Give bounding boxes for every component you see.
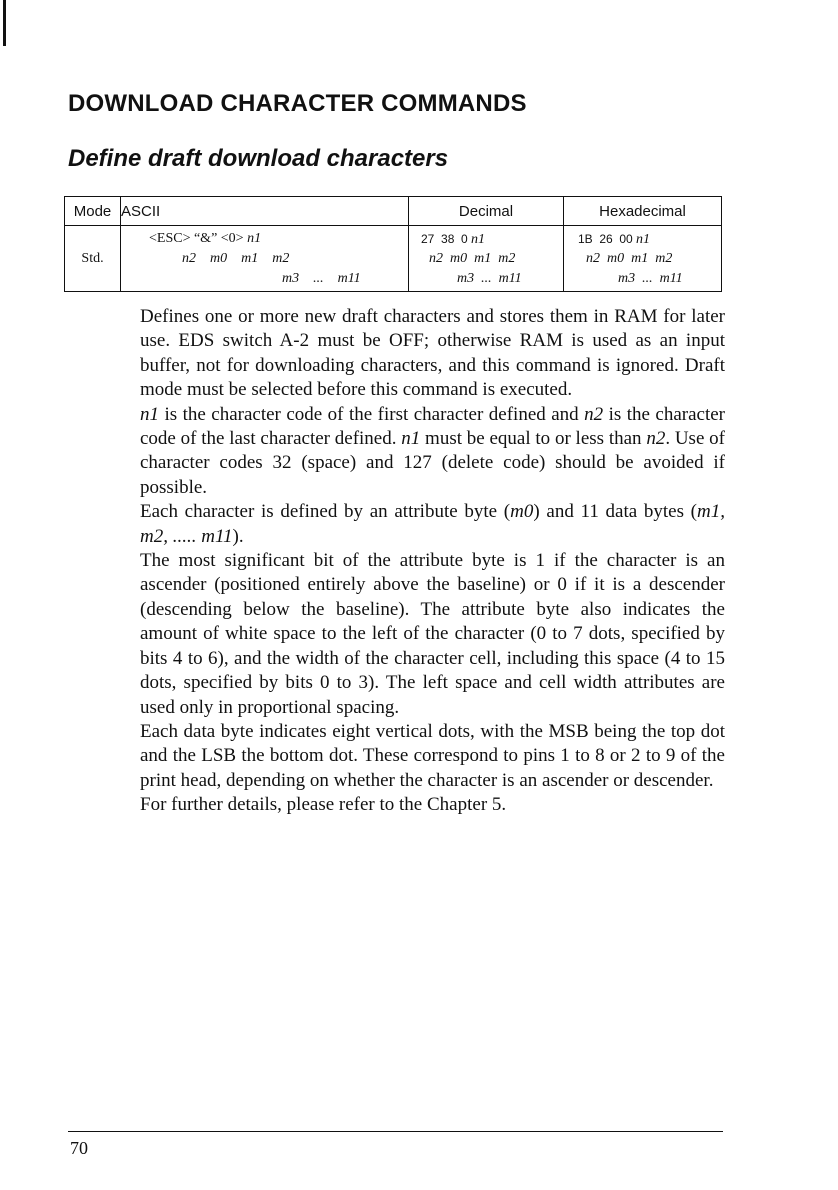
paragraph-reference: For further details, please refer to the Chapter 5. — [140, 794, 507, 816]
ascii-line1: <ESC> “&” <0> — [149, 230, 248, 246]
ascii-n1: n1 — [247, 230, 262, 246]
header-mode: Mode — [65, 197, 121, 226]
paragraph-attribute: The most significant bit of the attribute byte is 1 if the character is an ascender (positioned entirely above the baseline) or 0 if it is a descender (descending below the baseline). The attribute byte also indicates the amount of white space to the left of the character (0 to 7 dots, specified by bits 4 to 6), and the width of the character cell, including this space (4 to 15 dots, specified by bits 0 to 3). The left space and cell width attributes are used only in proportional spacing. — [140, 550, 725, 718]
hex-line1: 1B 26 00 — [578, 231, 637, 246]
ascii-line3: m3 ... m11 — [282, 270, 361, 286]
command-subtitle: Define draft download characters — [68, 145, 449, 172]
paragraph-bytes: Each character is defined by an attribute byte (m0) and 11 data bytes (m1, m2, ..... m11). — [140, 501, 725, 547]
table-row — [65, 226, 722, 292]
section-title: DOWNLOAD CHARACTER COMMANDS — [68, 90, 527, 117]
table-header-row — [65, 197, 722, 226]
command-table — [64, 196, 722, 292]
page-number: 70 — [70, 1138, 88, 1158]
hex-line3: m3 ... m11 — [618, 270, 683, 286]
hex-n1: n1 — [636, 231, 651, 247]
decimal-cell — [409, 226, 564, 292]
paragraph-purpose: Defines one or more new draft characters and stores them in RAM for later use. EDS switch A-2 must be OFF; otherwise RAM is used as an input buffer, not for downloading characters, and this command is ignored. Draft mode must be selected before this command is executed. — [140, 306, 725, 401]
decimal-line3: m3 ... m11 — [457, 270, 522, 286]
description-body — [140, 305, 725, 818]
decimal-line1: 27 38 0 — [421, 231, 472, 246]
decimal-n1: n1 — [471, 231, 486, 247]
ascii-line2: n2 m0 m1 m2 — [182, 250, 290, 266]
mode-cell: Std. — [65, 226, 121, 292]
ascii-cell — [121, 226, 409, 292]
hex-cell — [564, 226, 722, 292]
paragraph-codes: n1 is the character code of the first character defined and n2 is the character code of the last character defined. n1 must be equal to or less than n2. Use of character codes 32 (space) and 127 (delete code) should be avoided if possible. — [140, 403, 726, 498]
decimal-line2: n2 m0 m1 m2 — [429, 250, 516, 266]
page-edge-mark — [3, 0, 6, 46]
header-ascii: ASCII — [121, 197, 409, 226]
footer-rule — [68, 1131, 723, 1132]
header-decimal: Decimal — [409, 197, 564, 226]
header-hexadecimal: Hexadecimal — [564, 197, 722, 226]
hex-line2: n2 m0 m1 m2 — [586, 250, 673, 266]
paragraph-data-bytes: Each data byte indicates eight vertical dots, with the MSB being the top dot and the LSB the bottom dot. These correspond to pins 1 to 8 or 2 to 9 of the print head, depending on whether the character is an ascender or descender. — [140, 720, 725, 791]
